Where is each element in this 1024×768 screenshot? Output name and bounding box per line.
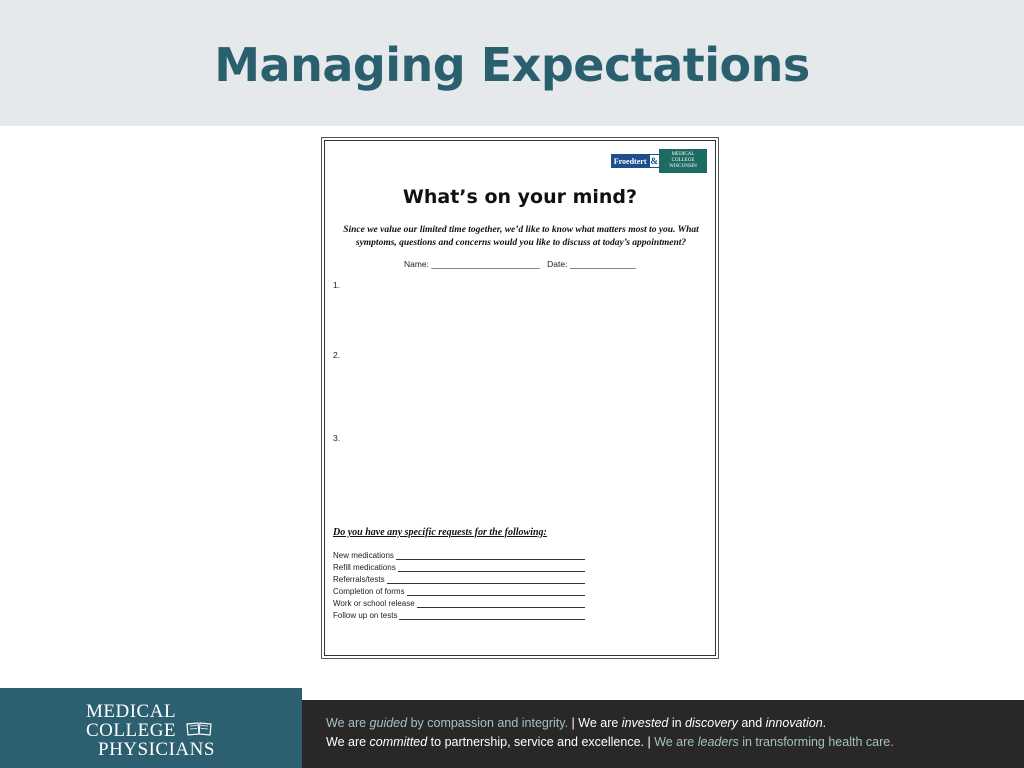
mcp-logo	[0, 688, 302, 768]
request-row: Completion of forms	[333, 584, 585, 596]
book-icon	[186, 722, 212, 736]
slide-title: Managing Expectations	[214, 38, 810, 92]
footer-tagline	[302, 700, 1024, 768]
question-number: 1.	[333, 280, 341, 290]
request-row: Referrals/tests	[333, 572, 585, 584]
footer	[0, 688, 1024, 768]
request-row: Follow up on tests	[333, 608, 585, 620]
request-row: Refill medications	[333, 560, 585, 572]
tagline-line-1: We are guided by compassion and integrity. | We are invested in discovery and innovation.	[326, 716, 827, 730]
logo-mcw: MEDICAL COLLEGE WISCONSIN	[659, 149, 707, 173]
request-list	[333, 548, 585, 620]
froedtert-mcw-logo	[611, 149, 707, 173]
form-image	[324, 140, 716, 656]
form-heading: What’s on your mind?	[402, 186, 638, 208]
logo-line-college: COLLEGE	[86, 720, 177, 741]
question-number: 2.	[333, 350, 341, 360]
form-intro: Since we value our limited time together, we’d like to know what matters most to you. What symptoms, questions and concerns would you like to discuss at today’s appointment?	[343, 225, 699, 248]
logo-froedtert: Froedtert	[611, 154, 650, 168]
logo-line-medical: MEDICAL	[86, 701, 177, 722]
requests-heading: Do you have any specific requests for the following:	[333, 527, 547, 538]
request-row: New medications	[333, 548, 585, 560]
request-row: Work or school release	[333, 596, 585, 608]
question-number: 3.	[333, 433, 341, 443]
logo-line-physicians: PHYSICIANS	[98, 739, 215, 760]
name-date-line: Name: _______________________ Date: ______________	[403, 259, 637, 269]
logo-ampersand: &	[650, 156, 658, 166]
tagline-line-2: We are committed to partnership, service and excellence. | We are leaders in transforming health care.	[326, 735, 894, 749]
